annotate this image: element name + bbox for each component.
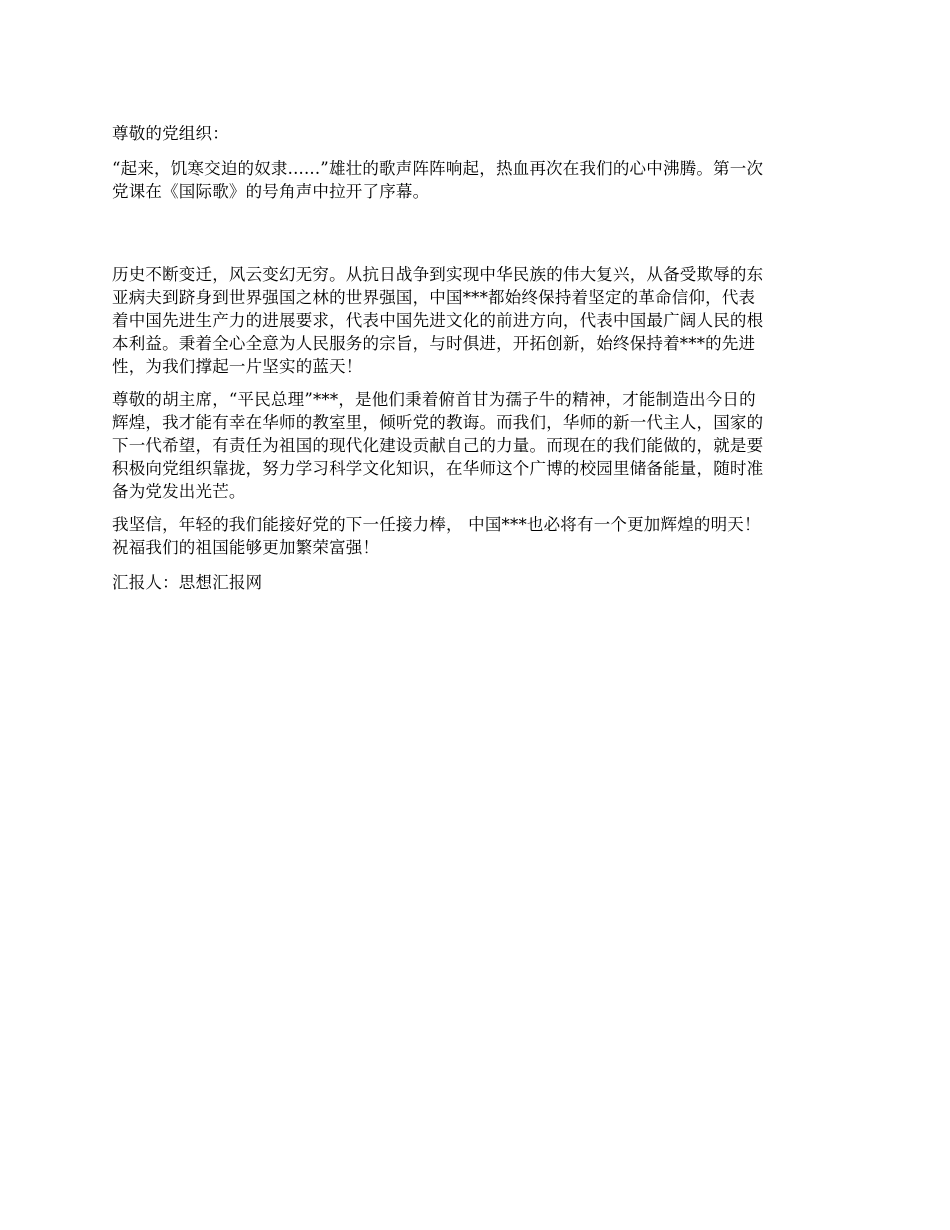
paragraph-line: 备为党发出光芒。 [112,482,246,501]
paragraph-line: 尊敬的胡主席，“平民总理”***，是他们秉着俯首甘为孺子牛的精神，才能制造出今日的 [112,390,756,409]
signature: 汇报人：思想汇报网 [112,573,263,592]
paragraph-line: 着中国先进生产力的进展要求，代表中国先进文化的前进方向，代表中国最广阔人民的根 [112,311,764,330]
paragraph-line: 党课在《国际歌》的号角声中拉开了序幕。 [112,182,430,201]
paragraph-line: 辉煌，我才能有幸在华师的教室里，倾听党的教诲。而我们，华师的新一代主人，国家的 [112,413,764,432]
paragraph-closing [112,513,842,559]
paragraph-line: 下一代希望，有责任为祖国的现代化建设贡献自己的力量。而现在的我们能做的，就是要 [112,436,764,455]
paragraph-line: 历史不断变迁，风云变幻无穷。从抗日战争到实现中华民族的伟大复兴，从备受欺辱的东 [112,265,764,284]
paragraph-line: 祝福我们的祖国能够更加繁荣富强！ [112,538,380,557]
paragraph-line: 本利益。秉着全心全意为人民服务的宗旨，与时俱进，开拓创新，始终保持着***的先进 [112,334,756,353]
paragraph-line: 积极向党组织靠拢，努力学习科学文化知识，在华师这个广博的校园里储备能量，随时准 [112,459,764,478]
paragraph-line: “起来，饥寒交迫的奴隶......”雄壮的歌声阵阵响起，热血再次在我们的心中沸腾。第一次 [112,159,764,178]
salutation: 尊敬的党组织： [112,124,229,143]
paragraph-opening [112,157,842,203]
paragraph-history [112,263,842,378]
paragraph-line: 亚病夫到跻身到世界强国之林的世界强国，中国***都始终保持着坚定的革命信仰，代表 [112,288,756,307]
paragraph-leaders [112,388,842,503]
paragraph-line: 我坚信，年轻的我们能接好党的下一任接力棒， 中国***也必将有一个更加辉煌的明天！ [112,515,761,534]
paragraph-line: 性，为我们撑起一片坚实的蓝天！ [112,357,363,376]
document-page [112,122,842,594]
